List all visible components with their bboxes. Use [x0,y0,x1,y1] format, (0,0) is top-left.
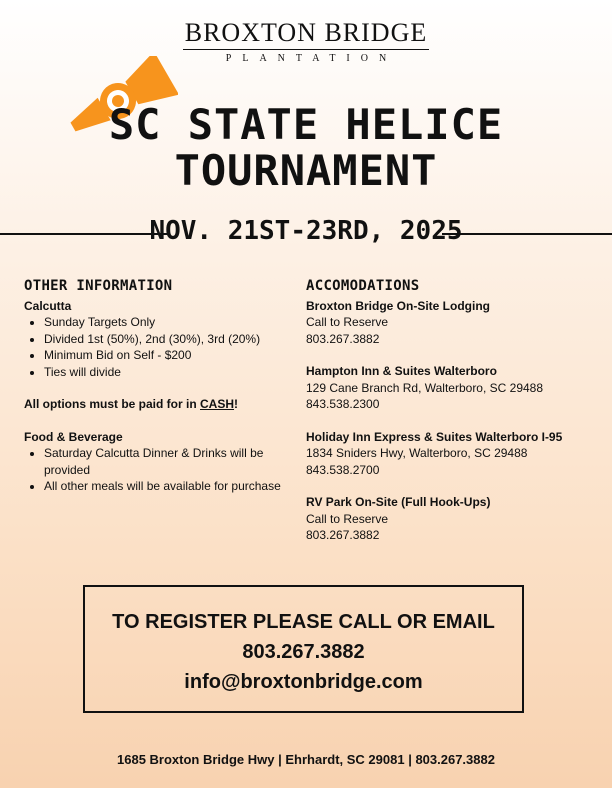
accommodation-item [306,429,606,479]
accommodation-phone: 843.538.2300 [306,397,380,411]
list-item: • All other meals will be available for purchase [44,478,294,495]
brand-subtitle: PLANTATION [225,53,398,64]
accommodation-item [306,298,606,348]
accommodations-section [306,278,606,544]
list-item: • Ties will divide [44,364,294,381]
calcutta-list [24,314,294,380]
food-list [24,445,294,495]
title-line-2: TOURNAMENT [174,146,438,195]
register-email[interactable]: info@broxtonbridge.com [184,671,423,693]
other-information-section [24,278,294,495]
calcutta-title: Calcutta [24,298,72,313]
accommodation-item [306,494,606,544]
list-item: • Saturday Calcutta Dinner & Drinks will be provided [44,445,294,478]
accommodation-line: Call to Reserve [306,511,389,526]
register-heading: TO REGISTER PLEASE CALL OR EMAIL [112,611,495,633]
other-information-heading: OTHER INFORMATION [24,278,173,294]
payment-note-cash: CASH [200,397,235,411]
accommodation-line: 1834 Sniders Hwy, Walterboro, SC 29488 [306,446,528,460]
accommodation-name: Holiday Inn Express & Suites Walterboro I-95 [306,429,563,444]
accommodations-heading: ACCOMODATIONS [306,278,420,294]
payment-note-text: All options must be paid for in [24,397,200,411]
event-date: NOV. 21ST-23RD, 2025 [149,216,463,246]
footer-address: 1685 Broxton Bridge Hwy | Ehrhardt, SC 29081 | 803.267.3882 [117,752,495,767]
accommodation-name: Hampton Inn & Suites Walterboro [306,364,497,378]
accommodation-line: Call to Reserve [306,315,389,329]
accommodation-phone: 803.267.3882 [306,528,380,542]
accommodation-name: RV Park On-Site (Full Hook-Ups) [306,495,491,509]
list-item: • Sunday Targets Only [44,314,294,331]
brand-name: BROXTON BRIDGE [183,18,429,50]
list-item: • Minimum Bid on Self - $200 [44,347,294,364]
food-title: Food & Beverage [24,429,123,444]
register-box [83,585,524,713]
accommodation-phone: 803.267.3882 [306,331,380,346]
list-item: • Divided 1st (50%), 2nd (30%), 3rd (20%) [44,331,294,348]
title-line-1: SC STATE HELICE [108,100,504,149]
accommodation-name: Broxton Bridge On-Site Lodging [306,298,490,313]
accommodation-line: 129 Cane Branch Rd, Walterboro, SC 29488 [306,380,544,395]
accommodation-item [306,363,606,413]
date-row [0,214,612,252]
register-phone[interactable]: 803.267.3882 [242,641,365,663]
payment-note [24,396,294,413]
payment-note-suffix: ! [234,397,239,411]
accommodation-phone: 843.538.2700 [306,462,380,477]
page-title [0,102,612,194]
